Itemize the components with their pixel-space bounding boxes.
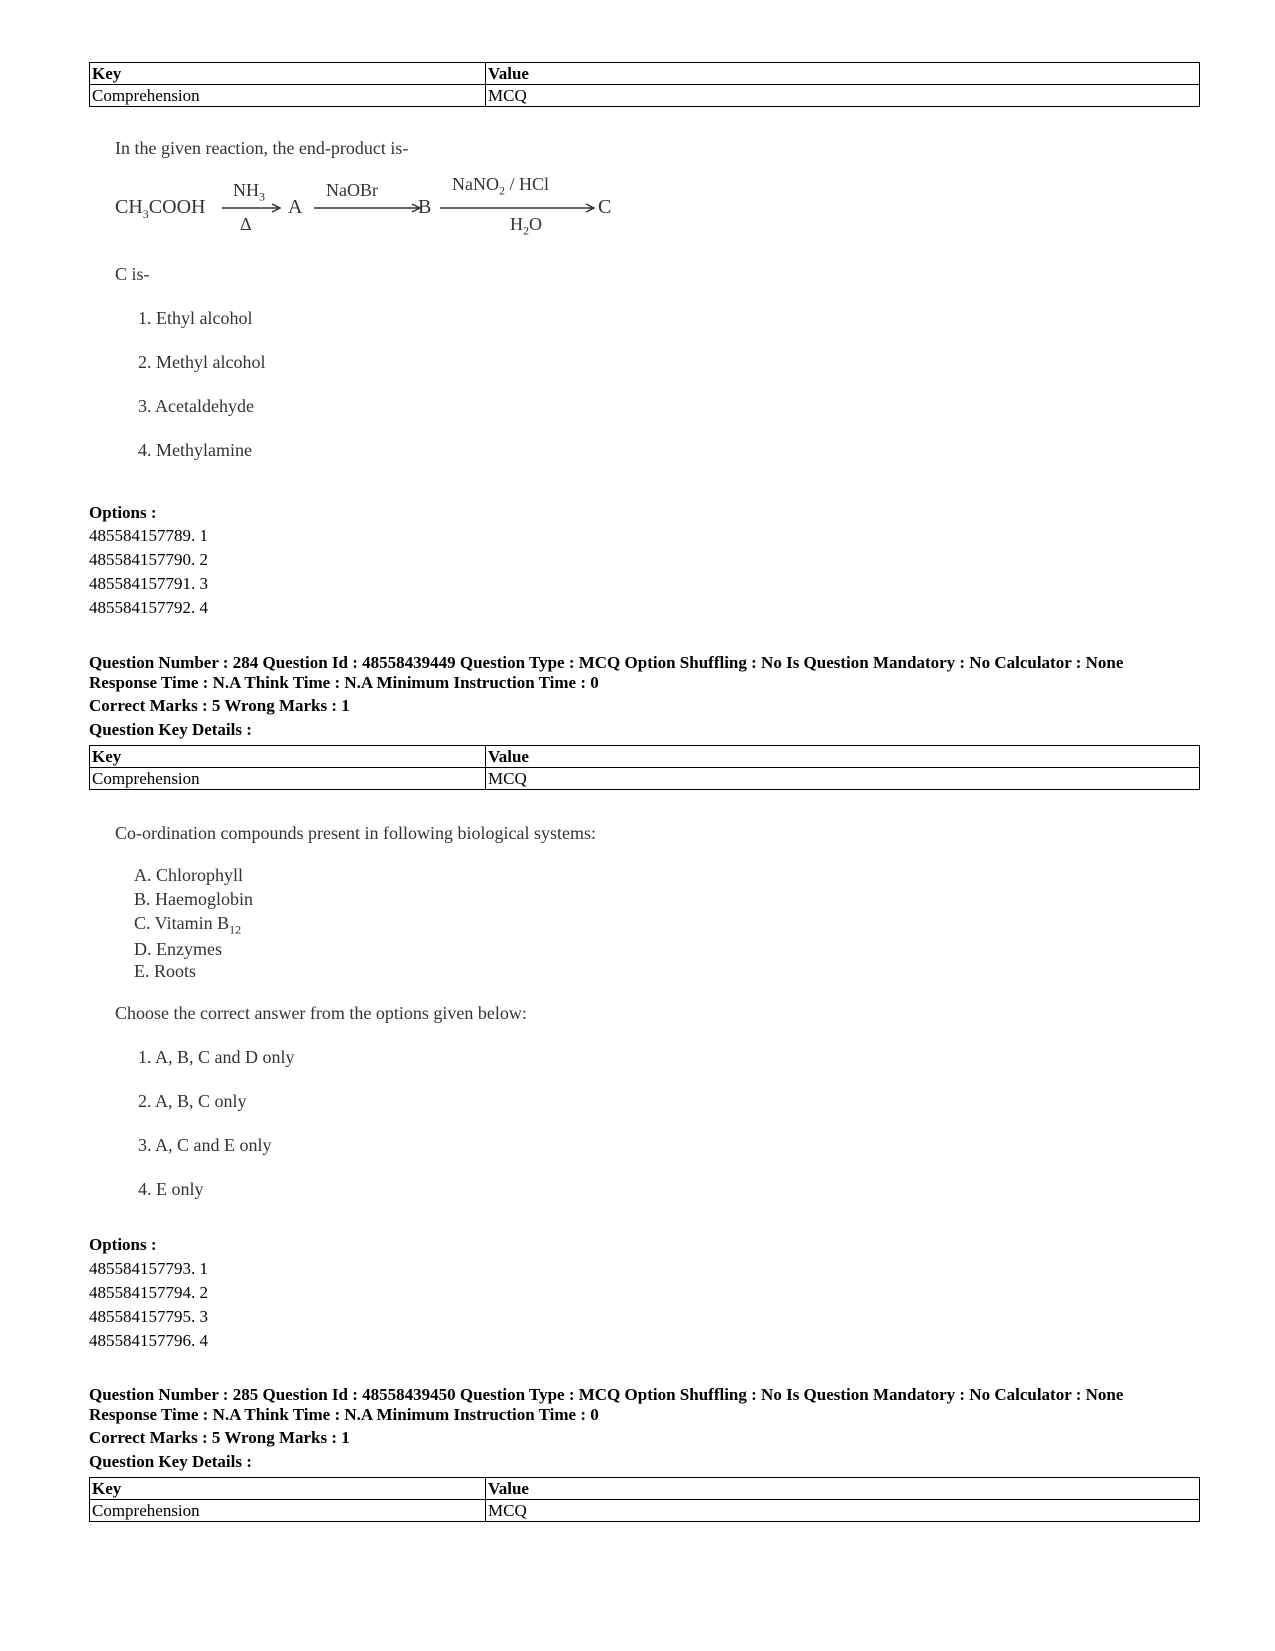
table-cell-key: Comprehension [90, 1500, 486, 1522]
table-cell-value: MCQ [486, 1500, 1200, 1522]
table-cell-key: Comprehension [90, 85, 486, 107]
question-stem: In the given reaction, the end-product is- [115, 138, 409, 158]
list-item: E. Roots [134, 961, 197, 981]
table-row [90, 85, 1200, 107]
choice-3: 3. A, C and E only [138, 1135, 272, 1155]
table-header-row [90, 1478, 1200, 1500]
product-c: C [598, 196, 612, 218]
reagent-3-top: NaNO$_2$ / HCl [452, 174, 550, 198]
table-header-key: Key [90, 63, 486, 85]
option-item: 485584157790. 2 [89, 550, 208, 569]
question-header-line-2: Response Time : N.A Think Time : N.A Minimum Instruction Time : 0 [89, 1405, 599, 1424]
key-details-label: Question Key Details : [89, 720, 252, 739]
table-header-key: Key [90, 1478, 486, 1500]
question-header-line-1: Question Number : 285 Question Id : 48558439450 Question Type : MCQ Option Shuffling : No Is Question Mandatory : No Calculator : None [89, 1385, 1124, 1404]
choice-3: 3. Acetaldehyde [138, 396, 254, 416]
question-stem: Co-ordination compounds present in following biological systems: [115, 823, 596, 843]
choice-2: 2. Methyl alcohol [138, 352, 266, 372]
reagent-1-bottom: Δ [240, 214, 252, 234]
table-header-value: Value [486, 63, 1200, 85]
product-a: A [288, 196, 303, 218]
table-cell-value: MCQ [486, 85, 1200, 107]
options-label: Options : [89, 1235, 157, 1254]
question-image-reaction [100, 130, 660, 470]
reaction-start: $CH_3COOH$ [115, 196, 206, 221]
option-item: 485584157795. 3 [89, 1307, 208, 1326]
list-item: C. Vitamin $B_{12}$ [134, 913, 242, 937]
option-item: 485584157793. 1 [89, 1259, 208, 1278]
reagent-1-top: $NH_3$ [233, 180, 265, 204]
question-key-table [89, 745, 1200, 790]
choice-4: 4. Methylamine [138, 440, 252, 460]
choice-1: 1. Ethyl alcohol [138, 308, 253, 328]
question-image-coordination [100, 815, 700, 1215]
table-cell-value: MCQ [486, 768, 1200, 790]
marks-line: Correct Marks : 5 Wrong Marks : 1 [89, 1428, 350, 1447]
options-label: Options : [89, 503, 157, 522]
arrow-icon [222, 203, 284, 213]
reagent-3-bottom: $H_2O$ [510, 214, 542, 238]
list-item: D. Enzymes [134, 939, 222, 959]
choice-2: 2. A, B, C only [138, 1091, 247, 1111]
table-row [90, 1500, 1200, 1522]
question-header-line-1: Question Number : 284 Question Id : 48558439449 Question Type : MCQ Option Shuffling : No Is Question Mandatory : No Calculator : None [89, 653, 1124, 672]
reagent-2-top: NaOBr [326, 180, 378, 200]
marks-line: Correct Marks : 5 Wrong Marks : 1 [89, 696, 350, 715]
key-details-label: Question Key Details : [89, 1452, 252, 1471]
choice-4: 4. E only [138, 1179, 204, 1199]
arrow-icon [440, 203, 598, 213]
option-item: 485584157791. 3 [89, 574, 208, 593]
table-header-value: Value [486, 1478, 1200, 1500]
arrow-icon [314, 203, 424, 213]
option-item: 485584157794. 2 [89, 1283, 208, 1302]
question-header-line-2: Response Time : N.A Think Time : N.A Minimum Instruction Time : 0 [89, 673, 599, 692]
option-item: 485584157792. 4 [89, 598, 208, 617]
list-item: A. Chlorophyll [134, 865, 244, 885]
question-header [89, 653, 1209, 693]
table-header-row [90, 746, 1200, 768]
table-cell-key: Comprehension [90, 768, 486, 790]
question-prompt: C is- [115, 264, 150, 284]
choice-1: 1. A, B, C and D only [138, 1047, 295, 1067]
question-prompt: Choose the correct answer from the options given below: [115, 1003, 527, 1023]
table-row [90, 768, 1200, 790]
table-header-value: Value [486, 746, 1200, 768]
product-b: B [418, 196, 432, 218]
table-header-row [90, 63, 1200, 85]
question-header [89, 1385, 1209, 1425]
table-header-key: Key [90, 746, 486, 768]
list-item: B. Haemoglobin [134, 889, 253, 909]
option-item: 485584157796. 4 [89, 1331, 208, 1350]
question-key-table [89, 62, 1200, 107]
question-key-table [89, 1477, 1200, 1522]
option-item: 485584157789. 1 [89, 526, 208, 545]
